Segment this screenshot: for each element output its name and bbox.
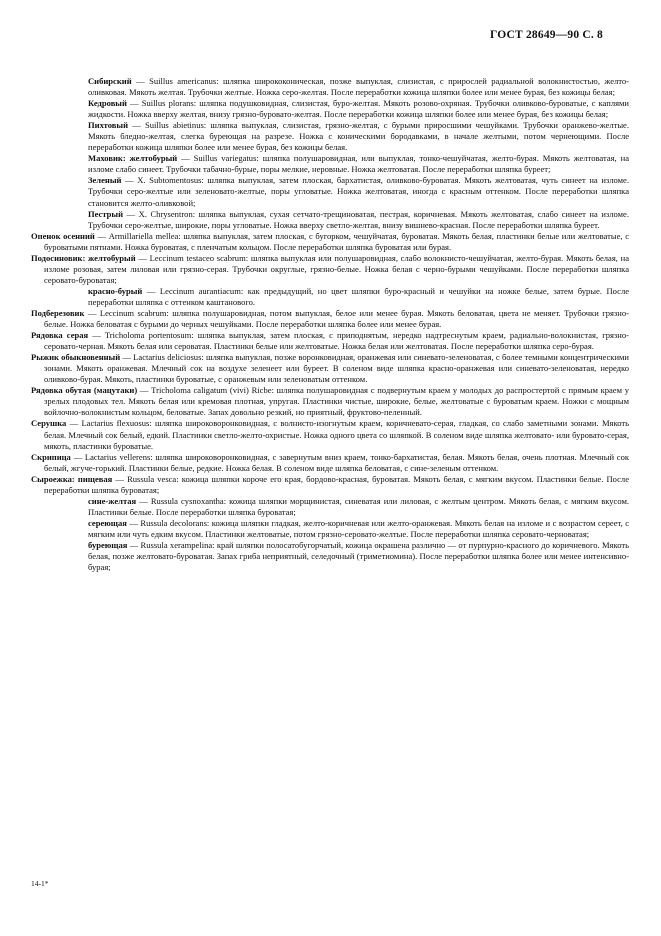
- entry-term: Подосиновик: желтобурый: [31, 252, 136, 263]
- entry-paragraph: [31, 308, 629, 330]
- entry-description: — Leccinum scabrum: шляпка полушаровидная, потом выпуклая, белое или менее бурая. Мякоть беловатая, цвета не меняет. Трубочки грязно-белые. Ножка беловатая с бурыми до черных чешуйками. После переработки шляпка более или менее бурая.: [44, 307, 629, 330]
- entry-description: — Lactarius deliciosus: шляпка выпуклая, позже воронковидная, оранжевая или синевато-зеленоватая, с более темными концентрическими зонами. Мякоть оранжевая. Млечный сок на воздухе зеленеет или буреет. В соленом виде шляпка красно-оранжевая или синевато-зеленоватая, нередко оливково-бурая. Мякоть, пластинки буроватые, с оранжевым или зеленоватым оттенком.: [44, 352, 630, 385]
- document-body: [31, 76, 629, 573]
- entry-paragraph: [31, 385, 629, 418]
- entry-description: — Leccinum aurantiacum: как предыдущий, но цвет шляпки буро-красный и чешуйки на ножке белые, затем бурые. После переработки шляпка с оттенком каштанового.: [88, 285, 629, 307]
- entry-description: — Tricholoma caligatum (vivi) Ricbe: шляпка полушаровидная с подвернутым краем у молодых до распростертой с прямым краем у зрелых плодовых тел. Мякоть белая или кремовая плотная, упругая. Пластинки чистые, широкие, белые, желтоватые с буроватым краем. Ножки с мощным войлочно-волокнистым кольцом, беловатые. Запах довольно резкий, но приятный, фруктово-пеленный.: [44, 385, 629, 418]
- entry-paragraph: [31, 352, 629, 385]
- entry-term: Рядовка обутая (мацутаки): [31, 385, 138, 396]
- entry-description: — Russula cysnoxantha: кожица шляпки морщинистая, синеватая или лиловая, с желтым центром. Мякоть белая, с мягким вкусом. Пластинки белые. После переработки шляпка буроватая;: [88, 495, 629, 517]
- entry-description: — X. Chrysentron: шляпка выпуклая, сухая сетчато-трещиноватая, пестрая, коричневая. Мякоть желтоватая, слабо синеет на изломе. Трубочки серо-желтые, широкие, поры угловатые. Ножка вверху светло-желтая, внизу вишнево-красная. После переработки шляпка буреет.: [88, 208, 629, 230]
- page-footer-mark: 14-1*: [31, 879, 49, 888]
- entry-description: — Russula xerampelina: край шляпки полосатобугорчатый, кожица окрашена различно — от пурпурно-красного до коричневого. Мякоть белая, позже желтовато-буроватая. Запах гриба неприятный, селедочный (триметиомина). После переработки шляпка более или менее интенсивно-бурая;: [88, 539, 629, 573]
- entry-term: Опенок осенний: [31, 230, 95, 241]
- entry-paragraph: [31, 330, 629, 352]
- entry-paragraph: [31, 98, 629, 120]
- entry-term: сереющая: [88, 517, 127, 528]
- page-header: ГОСТ 28649—90 С. 8: [490, 29, 603, 41]
- entry-paragraph: [31, 209, 629, 231]
- entry-paragraph: [31, 153, 629, 175]
- entry-term: Рыжик обыкновенный: [31, 352, 121, 363]
- entry-term: красно-бурый: [88, 285, 143, 296]
- entry-term: сине-желтая: [88, 495, 137, 506]
- entry-paragraph: [31, 253, 629, 286]
- entry-description: — Lactarius flexuosus: шляпка широковоронковидная, с волнисто-изогнутым краем, коричневато-серая, гладкая, со слабо заметными зонами. Мякоть белая. Млечный сок белый, едкий. Пластинки светло-желто-охристые. Ножка одного цвета со шляпкой. В соленом виде шляпка желтовато- или буровато-серая, мякоть, пластинки буроватые.: [44, 418, 629, 451]
- entry-description: — Suillus plorans: шляпка подушковидная, слизистая, буро-желтая. Мякоть розово-охряная. Трубочки оливково-буроватые, с каплями жидкости. Ножка вверху желтая, внизу грязно-буровато-желтая. После переработки кожица шляпки более или менее бурая, без кожицы белая;: [88, 98, 629, 120]
- entry-description: — Lactarius vellerens: шляпка широковоронковидная, с завернутым вниз краем, тонко-бархатистая, белая. Мякоть белая, очень плотная. Млечный сок белый, жгуче-горький. Пластинки белые, редкие. Ножка белая. В соленом виде шляпка беловатая, с сине-зеленым оттенком.: [44, 451, 629, 473]
- entry-term: Кедровый: [88, 98, 127, 109]
- entry-paragraph: [31, 496, 629, 518]
- entry-term: Пестрый: [88, 208, 123, 219]
- entry-term: буреющая: [88, 539, 128, 550]
- entry-description: — Suillus americanus: шляпка ширококоническая, позже выпуклая, слизистая, с прирослей радиальной волокнистостью, желто-оливковая. Мякоть желтая. Трубочки желтые. Ножка серо-желтая. После переработки кожица шляпки более или менее бурая, без кожицы белая;: [88, 76, 629, 98]
- entry-term: Скрипица: [31, 451, 71, 462]
- entry-term: Подберезовик: [31, 307, 85, 318]
- entry-description: — Leccinum testaceo scabrum: шляпка выпуклая или полушаровидная, слабо волокнисто-чешуйчатая, желто-бурая. Мякоть белая, на изломе розовая, затем лиловая или грязно-серая. Трубочки округлые, грязно-белые. Ножка белая с черно-бурыми чешуйками. После переработки шляпка серовато-буроватая;: [44, 252, 629, 285]
- entry-term: Сибирский: [88, 76, 132, 86]
- entry-paragraph: [31, 286, 629, 308]
- entry-term: Пихтовый: [88, 120, 128, 131]
- entry-paragraph: [31, 418, 629, 451]
- entry-paragraph: [31, 452, 629, 474]
- entry-paragraph: [31, 518, 629, 540]
- entry-term: Сыроежка: пищевая: [31, 473, 113, 484]
- entry-term: Серушка: [31, 418, 67, 429]
- entry-term: Маховик: желтобурый: [88, 153, 178, 164]
- entry-term: Рядовка серая: [31, 330, 89, 341]
- entry-paragraph: [31, 231, 629, 253]
- entry-term: Зеленый: [88, 175, 122, 186]
- entry-description: — Tricholoma portentosum: шляпка выпуклая, затем плоская, с приподнятым, нередко надтреснутым краем, радиально-волокнистая, грязно-серовато-черная. Мякоть белая или сероватая. Пластинки белые или желтоватые. Ножка белая или желтоватая. После переработки шляпка серо-бурая.: [44, 330, 629, 352]
- entry-description: — Armillariella mellea: шляпка выпуклая, затем плоская, с бугорком, чешуйчатая, буроватая. Мякоть белая, пластинки белые или желтоватые, с буроватыми пятнами. Ножка буроватая, с пленчатым кольцом. После переработки шляпка буроватая или бурая.: [44, 230, 629, 252]
- entry-description: — Suillus variegatus: шляпка полушаровидная, или выпуклая, тонко-чешуйчатая, желто-бурая. Мякоть желтоватая, на изломе слабо синеет. Трубочки табачно-бурые, поры мелкие, неровные. Ножка желтоватая. После переработки шляпка буреет;: [88, 153, 629, 175]
- entry-paragraph: [31, 540, 629, 573]
- entry-paragraph: [31, 120, 629, 153]
- entry-paragraph: [31, 474, 629, 496]
- entry-paragraph: [31, 76, 629, 98]
- entry-description: — Russula vesca: кожица шляпки короче его края, бордово-красная, буроватая. Мякоть белая, с мягким вкусом. Пластинки белые. После переработки шляпка буроватая;: [44, 473, 629, 495]
- entry-paragraph: [31, 175, 629, 208]
- entry-description: — Russula decolorans: кожица шляпки гладкая, желто-коричневая или желто-оранжевая. Мякоть белая на изломе и с возрастом сереет, с мягким или чуть едким вкусом. Пластинки желтоватые, потом грязно-серовато-желтые. После переработки шляпка серовато-черноватая;: [88, 517, 629, 539]
- entry-description: — X. Subtomentosus: шляпка выпуклая, затем плоская, бархатистая, оливково-буроватая. Мякоть желтоватая, чуть синеет на изломе. Трубочки серо-желтые или зеленовато-желтые, поры угловатые. Ножка желтоватая, иногда с красным оттенком. После переработки шляпка становится желто-оливковой;: [88, 175, 629, 208]
- entry-description: — Suillus abietinus: шляпка выпуклая, слизистая, грязно-желтая, с бурыми приросшими чешуйками. Трубочки оранжево-желтые. Мякоть бледно-желтая, слегка буреющая на разрезе. Ножка с коническими бородавками, в начале желтыми, потом чернеющими. После переработки кожица шляпки более или менее бурая, без кожицы белая.: [88, 120, 629, 153]
